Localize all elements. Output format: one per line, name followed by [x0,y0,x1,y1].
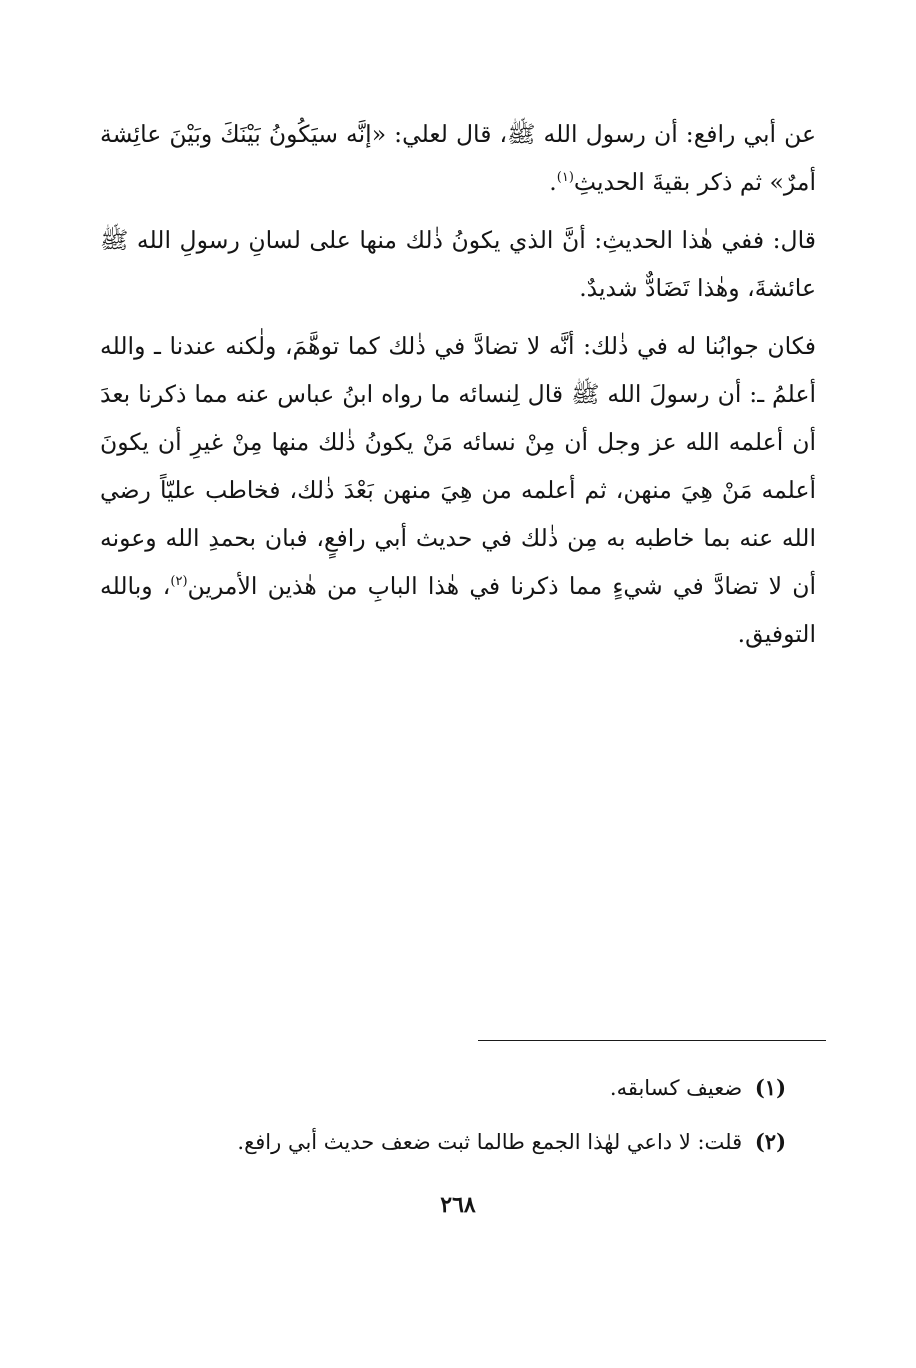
paragraph-3-text: فكان جوابُنا له في ذٰلك: أنَّه لا تضادَّ في ذٰلك كما توهَّمَ، ولٰكنه عندنا ـ والله أعلمُ ـ: أن رسولَ الله ﷺ قال لِنسائه ما رواه ابنُ عباس عنه مما ذكرنا بعدَ أن أعلمه الله عز وجل أن مِنْ نسائه مَنْ يكونُ ذٰلك منها مِنْ غيرِ أن يكونَ أعلمه مَنْ هِيَ منهن، ثم أعلمه من هِيَ منهن بَعْدَ ذٰلك، فخاطب عليّاً رضي الله عنه بما خاطبه به مِن ذٰلك في حديث أبي رافعٍ، فبان بحمدِ الله وعونه أن لا تضادَّ في شيءٍ مما ذكرنا في هٰذا البابِ من هٰذين الأمرين [100,332,816,600]
paragraph-3 [100,322,816,658]
paragraph-3-end: ، وبالله التوفيق. [100,572,816,648]
footnote-2-text: قلت: لا داعي لهٰذا الجمع طالما ثبت ضعف حديث أبي رافع. [237,1130,743,1154]
footnote-separator [478,1040,826,1041]
paragraph-1-text: عن أبي رافع: أن رسول الله ﷺ، قال لعلي: «إنَّه سيَكُونُ بَيْنَكَ وبَيْنَ عائِشة أمرٌ» ثم ذكر بقيةَ الحديثِ [100,120,816,196]
footnote-1-text: ضعيف كسابقه. [609,1076,743,1100]
footnote-2 [170,1126,786,1158]
footnote-1 [170,1072,786,1104]
footnote-1-number: (١) [754,1075,786,1100]
paragraph-2-text: قال: ففي هٰذا الحديثِ: أنَّ الذي يكونُ ذٰلك منها على لسانِ رسولِ الله ﷺ عائشةَ، وهٰذا تَضَادٌّ شديدٌ. [100,226,816,302]
footnote-ref-2: (٢) [170,574,188,590]
footnote-ref-1: (١) [556,170,574,186]
paragraph-1-end: . [549,168,557,196]
paragraph-2 [100,216,816,312]
page-number: ٢٦٨ [440,1192,476,1218]
paragraph-1 [100,110,816,206]
footnote-2-number: (٢) [754,1129,786,1154]
